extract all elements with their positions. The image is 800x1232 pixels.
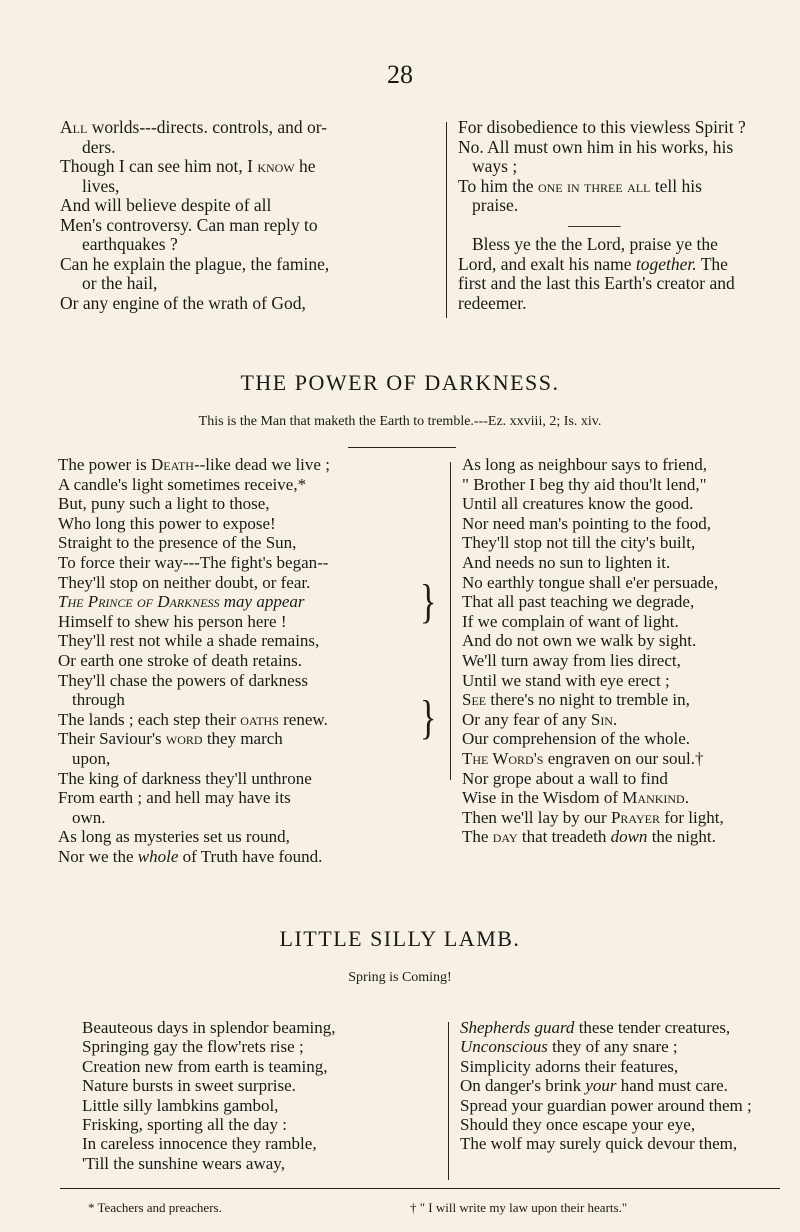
verse-line: They'll rest not while a shade remains, bbox=[58, 631, 320, 651]
verse-line: Beauteous days in splendor beaming, bbox=[82, 1018, 336, 1037]
verse-line: Or any fear of any Sin. bbox=[462, 709, 618, 729]
verse-line: The lands ; each step their oaths renew. bbox=[58, 709, 328, 729]
power-left-column bbox=[58, 455, 430, 866]
verse-line: praise. bbox=[472, 195, 519, 215]
verse-line: Then we'll lay by our Prayer for light, bbox=[462, 807, 724, 827]
verse-line: We'll turn away from lies direct, bbox=[462, 650, 681, 670]
verse-line: And do not own we walk by sight. bbox=[462, 631, 697, 651]
column-divider bbox=[448, 1022, 449, 1180]
verse-line: That all past teaching we degrade, bbox=[462, 592, 695, 612]
power-right-column bbox=[462, 455, 780, 847]
verse-line: A candle's light sometimes receive,* bbox=[58, 474, 307, 494]
verse-line: Shepherds guard these tender creatures, bbox=[460, 1018, 731, 1037]
verse-line: No earthly tongue shall e'er persuade, bbox=[462, 572, 719, 592]
column-divider bbox=[450, 462, 451, 780]
verse-line: Straight to the presence of the Sun, bbox=[58, 533, 297, 553]
verse-line: Or earth one stroke of death retains. bbox=[58, 650, 303, 670]
verse-line: And needs no sun to lighten it. bbox=[462, 552, 671, 572]
verse-line: See there's no night to tremble in, bbox=[462, 690, 690, 710]
verse-line: Little silly lambkins gambol, bbox=[82, 1095, 279, 1115]
verse-line: Springing gay the flow'rets rise ; bbox=[82, 1037, 304, 1057]
verse-line: or the hail, bbox=[82, 273, 158, 293]
verse-line: Though I can see him not, I know he bbox=[60, 156, 316, 176]
verse-line: Nor need man's pointing to the food, bbox=[462, 513, 712, 533]
verse-line: 'Till the sunshine wears away, bbox=[82, 1153, 285, 1173]
section-epigraph: This is the Man that maketh the Earth to tremble.---Ez. xxviii, 2; Is. xiv. bbox=[198, 414, 602, 429]
verse-line: first and the last this Earth's creator and bbox=[458, 273, 735, 293]
verse-line: The power is Death--like dead we live ; bbox=[58, 455, 330, 474]
verse-line: lives, bbox=[82, 175, 120, 196]
section-title: THE POWER OF DARKNESS. bbox=[240, 370, 560, 395]
footnote-dagger: † " I will write my law upon their hearts." bbox=[410, 1200, 628, 1215]
verse-line: In careless innocence they ramble, bbox=[82, 1134, 317, 1154]
verse-line: On danger's brink your hand must care. bbox=[460, 1076, 728, 1096]
verse-line: No. All must own him in his works, his bbox=[458, 136, 734, 157]
verse-line: Spread your guardian power around them ; bbox=[460, 1095, 752, 1115]
verse-line: " Brother I beg thy aid thou'lt lend," bbox=[462, 474, 707, 494]
lamb-left-column bbox=[82, 1018, 442, 1173]
section-epigraph: Spring is Coming! bbox=[348, 970, 452, 985]
verse-line: redeemer. bbox=[458, 292, 527, 313]
verse-line: They'll stop on neither doubt, or fear. bbox=[58, 572, 311, 592]
verse-line: As long as neighbour says to friend, bbox=[462, 455, 708, 474]
verse-line: Creation new from earth is teaming, bbox=[82, 1056, 328, 1076]
verse-line: Frisking, sporting all the day : bbox=[82, 1115, 287, 1135]
top-left-column bbox=[60, 118, 440, 313]
verse-line: To him the one in three all tell his bbox=[458, 175, 702, 196]
title-rule bbox=[348, 447, 456, 448]
verse-line: Our comprehension of the whole. bbox=[462, 729, 691, 749]
verse-line: Until all creatures know the good. bbox=[462, 494, 694, 514]
footnote-star: * Teachers and preachers. bbox=[88, 1200, 222, 1215]
verse-line: ways ; bbox=[472, 156, 518, 176]
verse-line: Nor we the whole of Truth have found. bbox=[58, 846, 323, 866]
column-divider bbox=[446, 122, 447, 318]
verse-line: Who long this power to expose! bbox=[58, 513, 276, 533]
verse-line: Men's controversy. Can man reply to bbox=[60, 214, 318, 235]
footnote-rule bbox=[60, 1188, 780, 1189]
verse-line: They'll chase the powers of darkness bbox=[58, 670, 308, 690]
verse-line: Or any engine of the wrath of God, bbox=[60, 292, 306, 313]
verse-line: through bbox=[72, 690, 125, 710]
verse-line: Wise in the Wisdom of Mankind. bbox=[462, 788, 689, 808]
verse-line: Nor grope about a wall to find bbox=[462, 768, 668, 788]
verse-line: upon, bbox=[72, 748, 111, 768]
ornament-dash: ——— bbox=[568, 214, 621, 235]
verse-line: As long as mysteries set us round, bbox=[58, 827, 290, 847]
verse-line: The Word's engraven on our soul.† bbox=[462, 748, 704, 768]
verse-line: The Prince of Darkness may appear bbox=[58, 592, 305, 612]
top-right-column bbox=[458, 118, 778, 313]
verse-line: If we complain of want of light. bbox=[462, 611, 679, 631]
verse-line: own. bbox=[72, 807, 106, 827]
verse-line: The king of darkness they'll unthrone bbox=[58, 768, 312, 788]
verse-line: To force their way---The fight's began-- bbox=[58, 552, 329, 572]
verse-line: Simplicity adorns their features, bbox=[460, 1056, 679, 1076]
verse-line: Nature bursts in sweet surprise. bbox=[82, 1076, 296, 1096]
verse-line: Until we stand with eye erect ; bbox=[462, 670, 670, 690]
verse-line: The day that treadeth down the night. bbox=[462, 827, 716, 847]
brace-mark: } bbox=[420, 576, 437, 629]
page-number: 28 bbox=[387, 60, 413, 89]
verse-line: Lord, and exalt his name together. The bbox=[458, 253, 728, 274]
verse-line: But, puny such a light to those, bbox=[58, 494, 270, 514]
verse-line: They'll stop not till the city's built, bbox=[462, 533, 696, 553]
section-title: LITTLE SILLY LAMB. bbox=[279, 926, 521, 951]
verse-line: ders. bbox=[82, 136, 116, 157]
verse-line: Himself to shew his person here ! bbox=[58, 611, 287, 631]
verse-line: From earth ; and hell may have its bbox=[58, 788, 291, 808]
verse-line: Bless ye the the Lord, praise ye the bbox=[472, 234, 718, 254]
verse-line: Their Saviour's word they march bbox=[58, 729, 283, 749]
lamb-right-column bbox=[460, 1018, 782, 1154]
brace-mark: } bbox=[420, 692, 437, 745]
verse-line: Should they once escape your eye, bbox=[460, 1115, 696, 1135]
verse-line: Can he explain the plague, the famine, bbox=[60, 253, 330, 274]
verse-line: For disobedience to this viewless Spirit ? bbox=[458, 117, 746, 137]
verse-line: earthquakes ? bbox=[82, 234, 178, 254]
verse-line: The wolf may surely quick devour them, bbox=[460, 1134, 738, 1154]
verse-line: All worlds---directs. controls, and or- bbox=[60, 117, 328, 137]
verse-line: Unconscious they of any snare ; bbox=[460, 1037, 678, 1057]
verse-line: And will believe despite of all bbox=[60, 195, 272, 215]
